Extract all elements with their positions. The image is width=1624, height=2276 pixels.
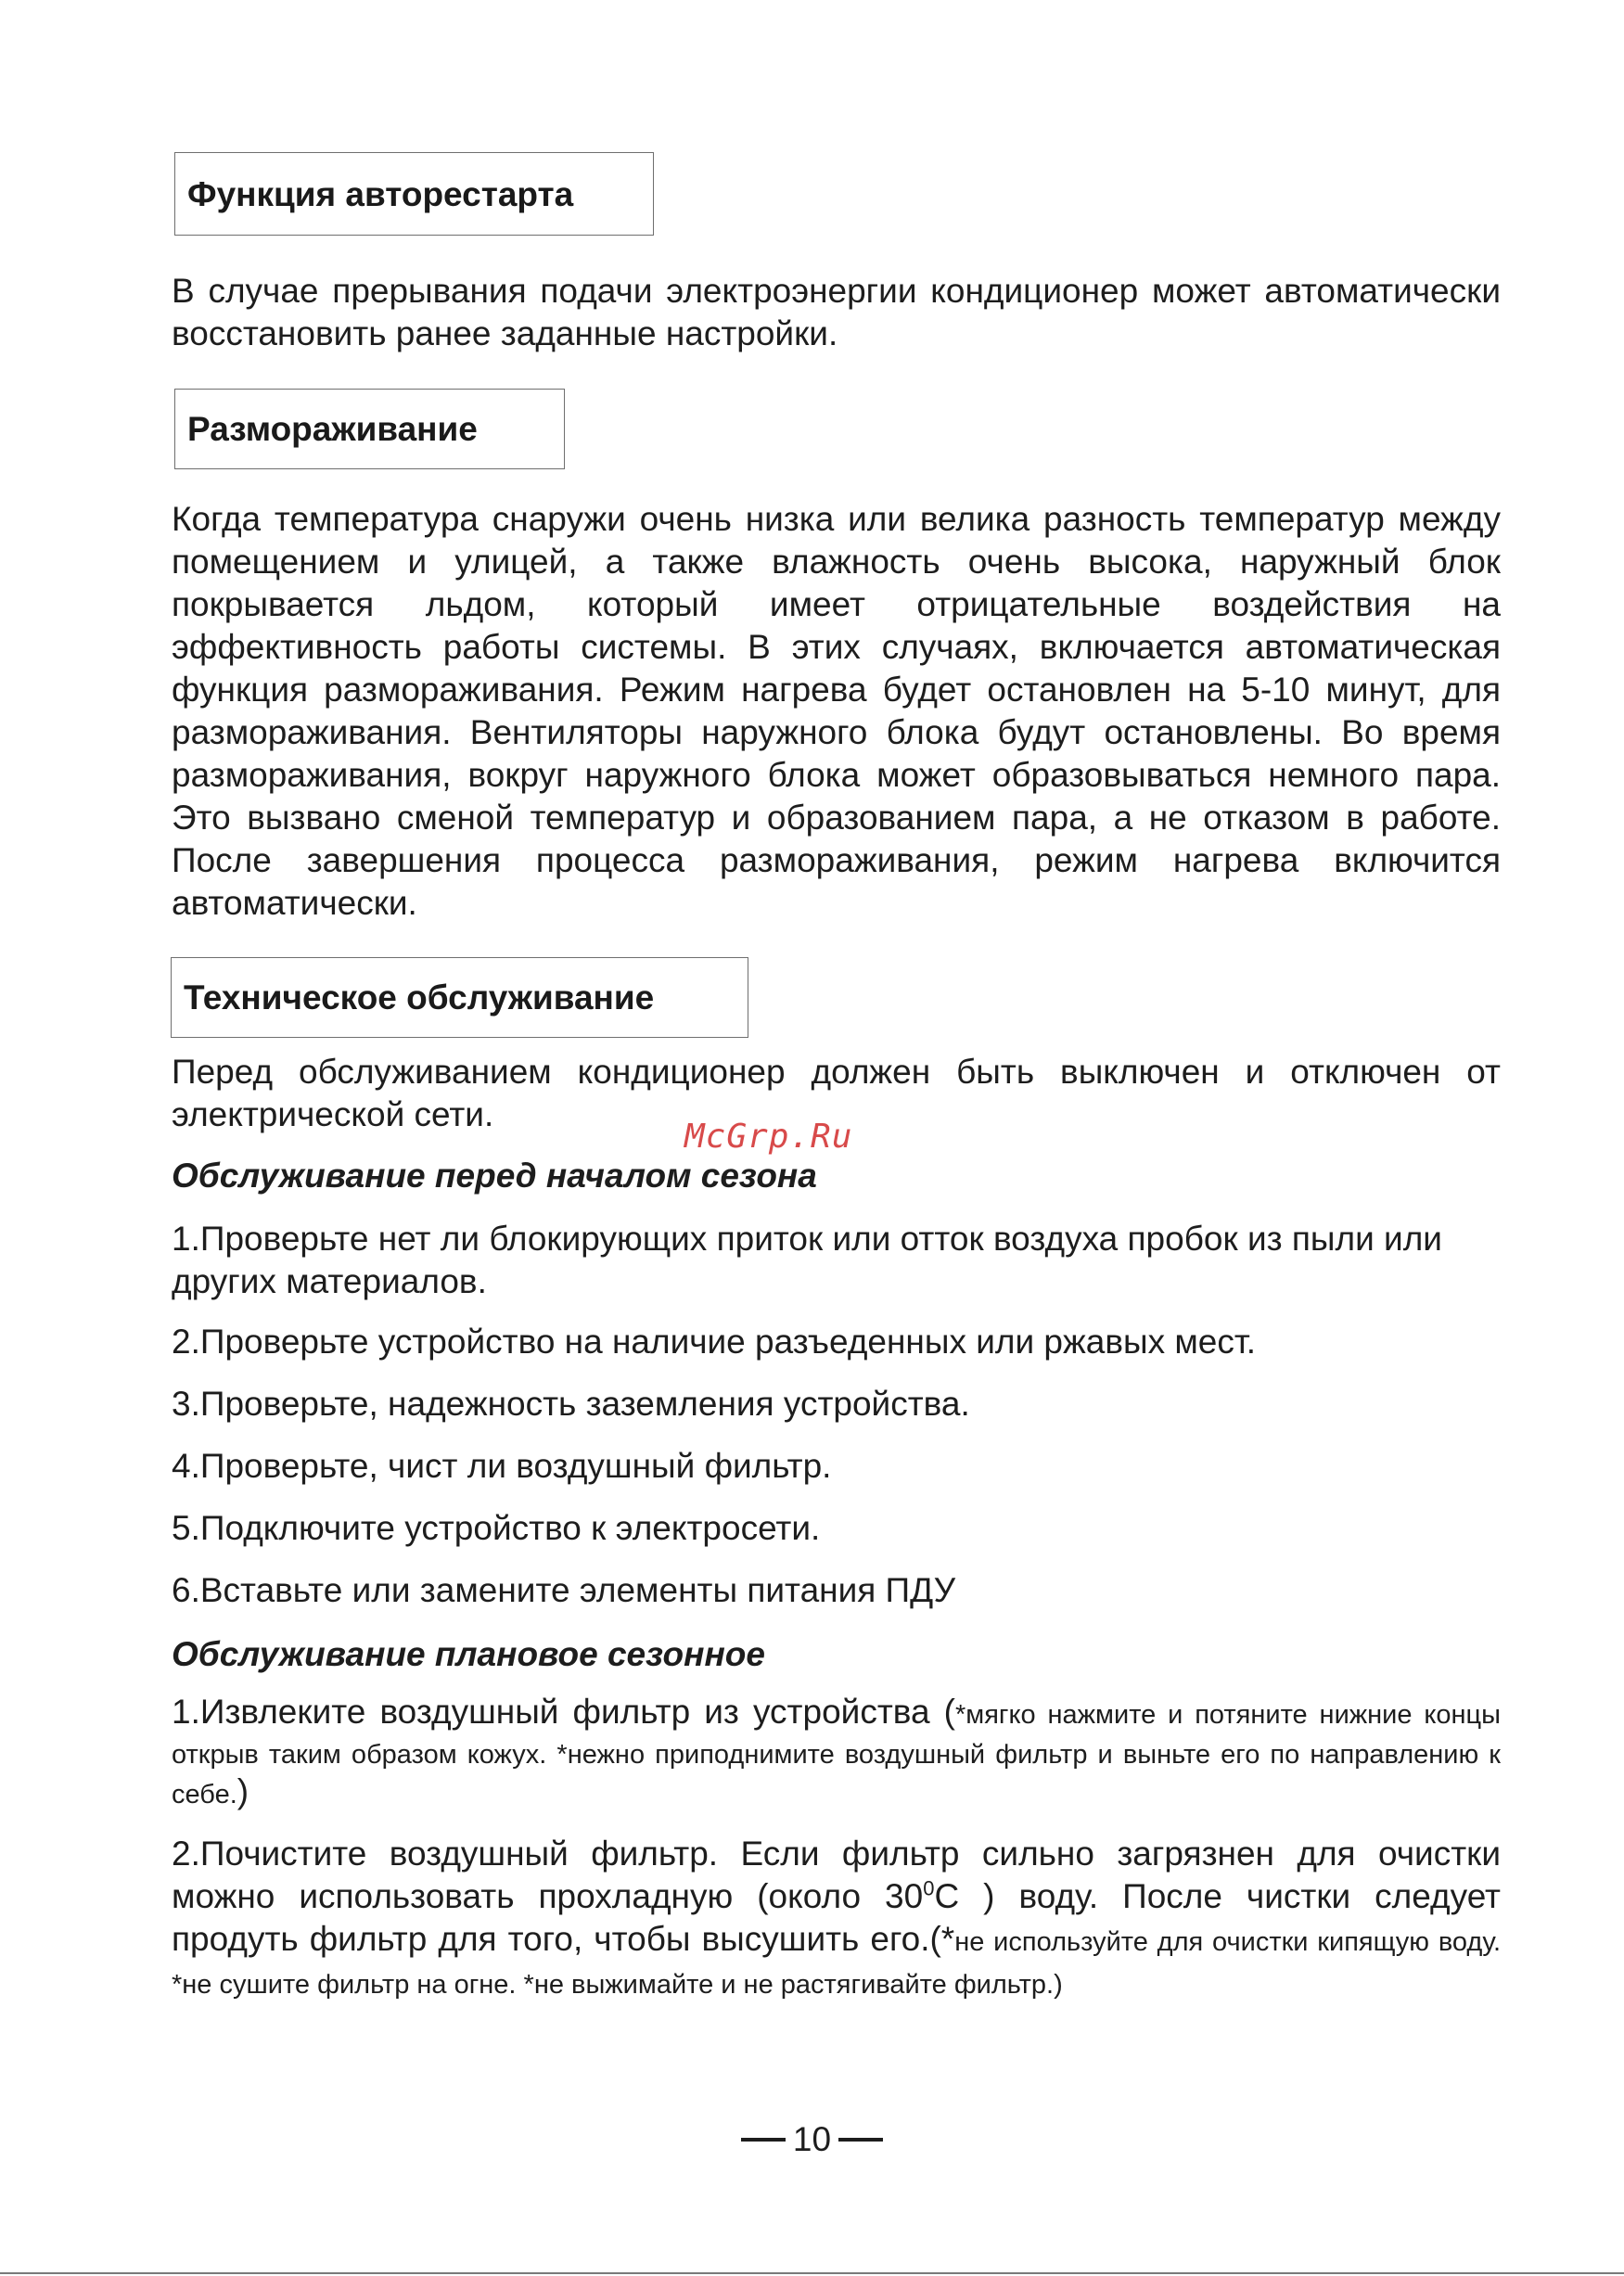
preseason-item-4: 4.Проверьте, чист ли воздушный фильтр. [172,1447,832,1485]
page-number-value: 10 [792,2120,832,2158]
autorestart-heading-box [174,152,654,236]
degree-superscript: 0 [923,1876,935,1900]
maintenance-heading-box [171,957,748,1038]
seasonal-item-1 [172,1694,1501,1813]
seasonal-item-2-main-b: С ) воду. После чистки следует продуть фильтр для того, чтобы высушить его.(* [172,1877,1501,1958]
defrost-heading-box [174,389,565,469]
maintenance-text: Перед обслуживанием кондиционер должен быть выключен и отключен от электрической сети. [172,1053,1501,1133]
preseason-item-5: 5.Подключите устройство к электросети. [172,1509,821,1547]
preseason-item-2: 2.Проверьте устройство на наличие разъеденных или ржавых мест. [172,1323,1257,1361]
autorestart-heading: Функция авторестарта [187,174,574,213]
preseason-item-6: 6.Вставьте или замените элементы питания ПДУ [172,1571,956,1609]
defrost-text: Когда температура снаружи очень низка или велика разность температур между помещением и улицей, а также влажность очень высока, наружный блок покрывается льдом, который имеет отрицательные воздействия на эффективность работы системы. В этих случаях, включается автоматическая функция размораживания. Режим нагрева будет остановлен на 5-10 минут, для размораживания. Вентиляторы наружного блока будут остановлены. Во время размораживания, вокруг наружного блока может образовываться немного пара. Это вызвано сменой температур и образованием пара, а не отказом в работе. После завершения процесса размораживания, режим нагрева включится автоматически. [172,500,1501,922]
seasonal-item-1-main: 1.Извлеките воздушный фильтр из устройства ( [172,1693,955,1731]
bottom-edge-line [0,2272,1624,2274]
watermark-text: McGrp.Ru [684,1118,853,1156]
preseason-heading: Обслуживание перед началом сезона [172,1157,817,1195]
seasonal-heading: Обслуживание плановое сезонное [172,1635,765,1673]
maintenance-heading: Техническое обслуживание [184,978,655,1017]
page-number [0,2120,1624,2159]
autorestart-text: В случае прерывания подачи электроэнергии кондиционер может автоматически восстановить ранее заданные настройки. [172,272,1501,352]
preseason-item-1: 1.Проверьте нет ли блокирующих приток или отток воздуха пробок из пыли или других материалов. [172,1220,1442,1300]
seasonal-item-2-note: не используйте для очистки кипящую воду. *не сушите фильтр на огне. *не выжимайте и не растягивайте фильтр.) [172,1927,1501,2000]
seasonal-item-1-close: ) [237,1772,249,1810]
defrost-heading: Размораживание [187,410,478,448]
page-number-dash-left [741,2138,786,2142]
seasonal-item-2 [172,1833,1501,2003]
page-number-dash-right [838,2138,883,2142]
seasonal-item-2-main-a: 2.Почистите воздушный фильтр. Если фильтр сильно загрязнен для очистки можно использовать прохладную (около 30 [172,1835,1501,1915]
seasonal-item-1-note: *мягко нажмите и потяните нижние концы открыв таким образом кожух. *нежно приподнимите воздушный фильтр и выньте его по направлению к себе. [172,1700,1501,1809]
preseason-item-3: 3.Проверьте, надежность заземления устройства. [172,1385,970,1423]
